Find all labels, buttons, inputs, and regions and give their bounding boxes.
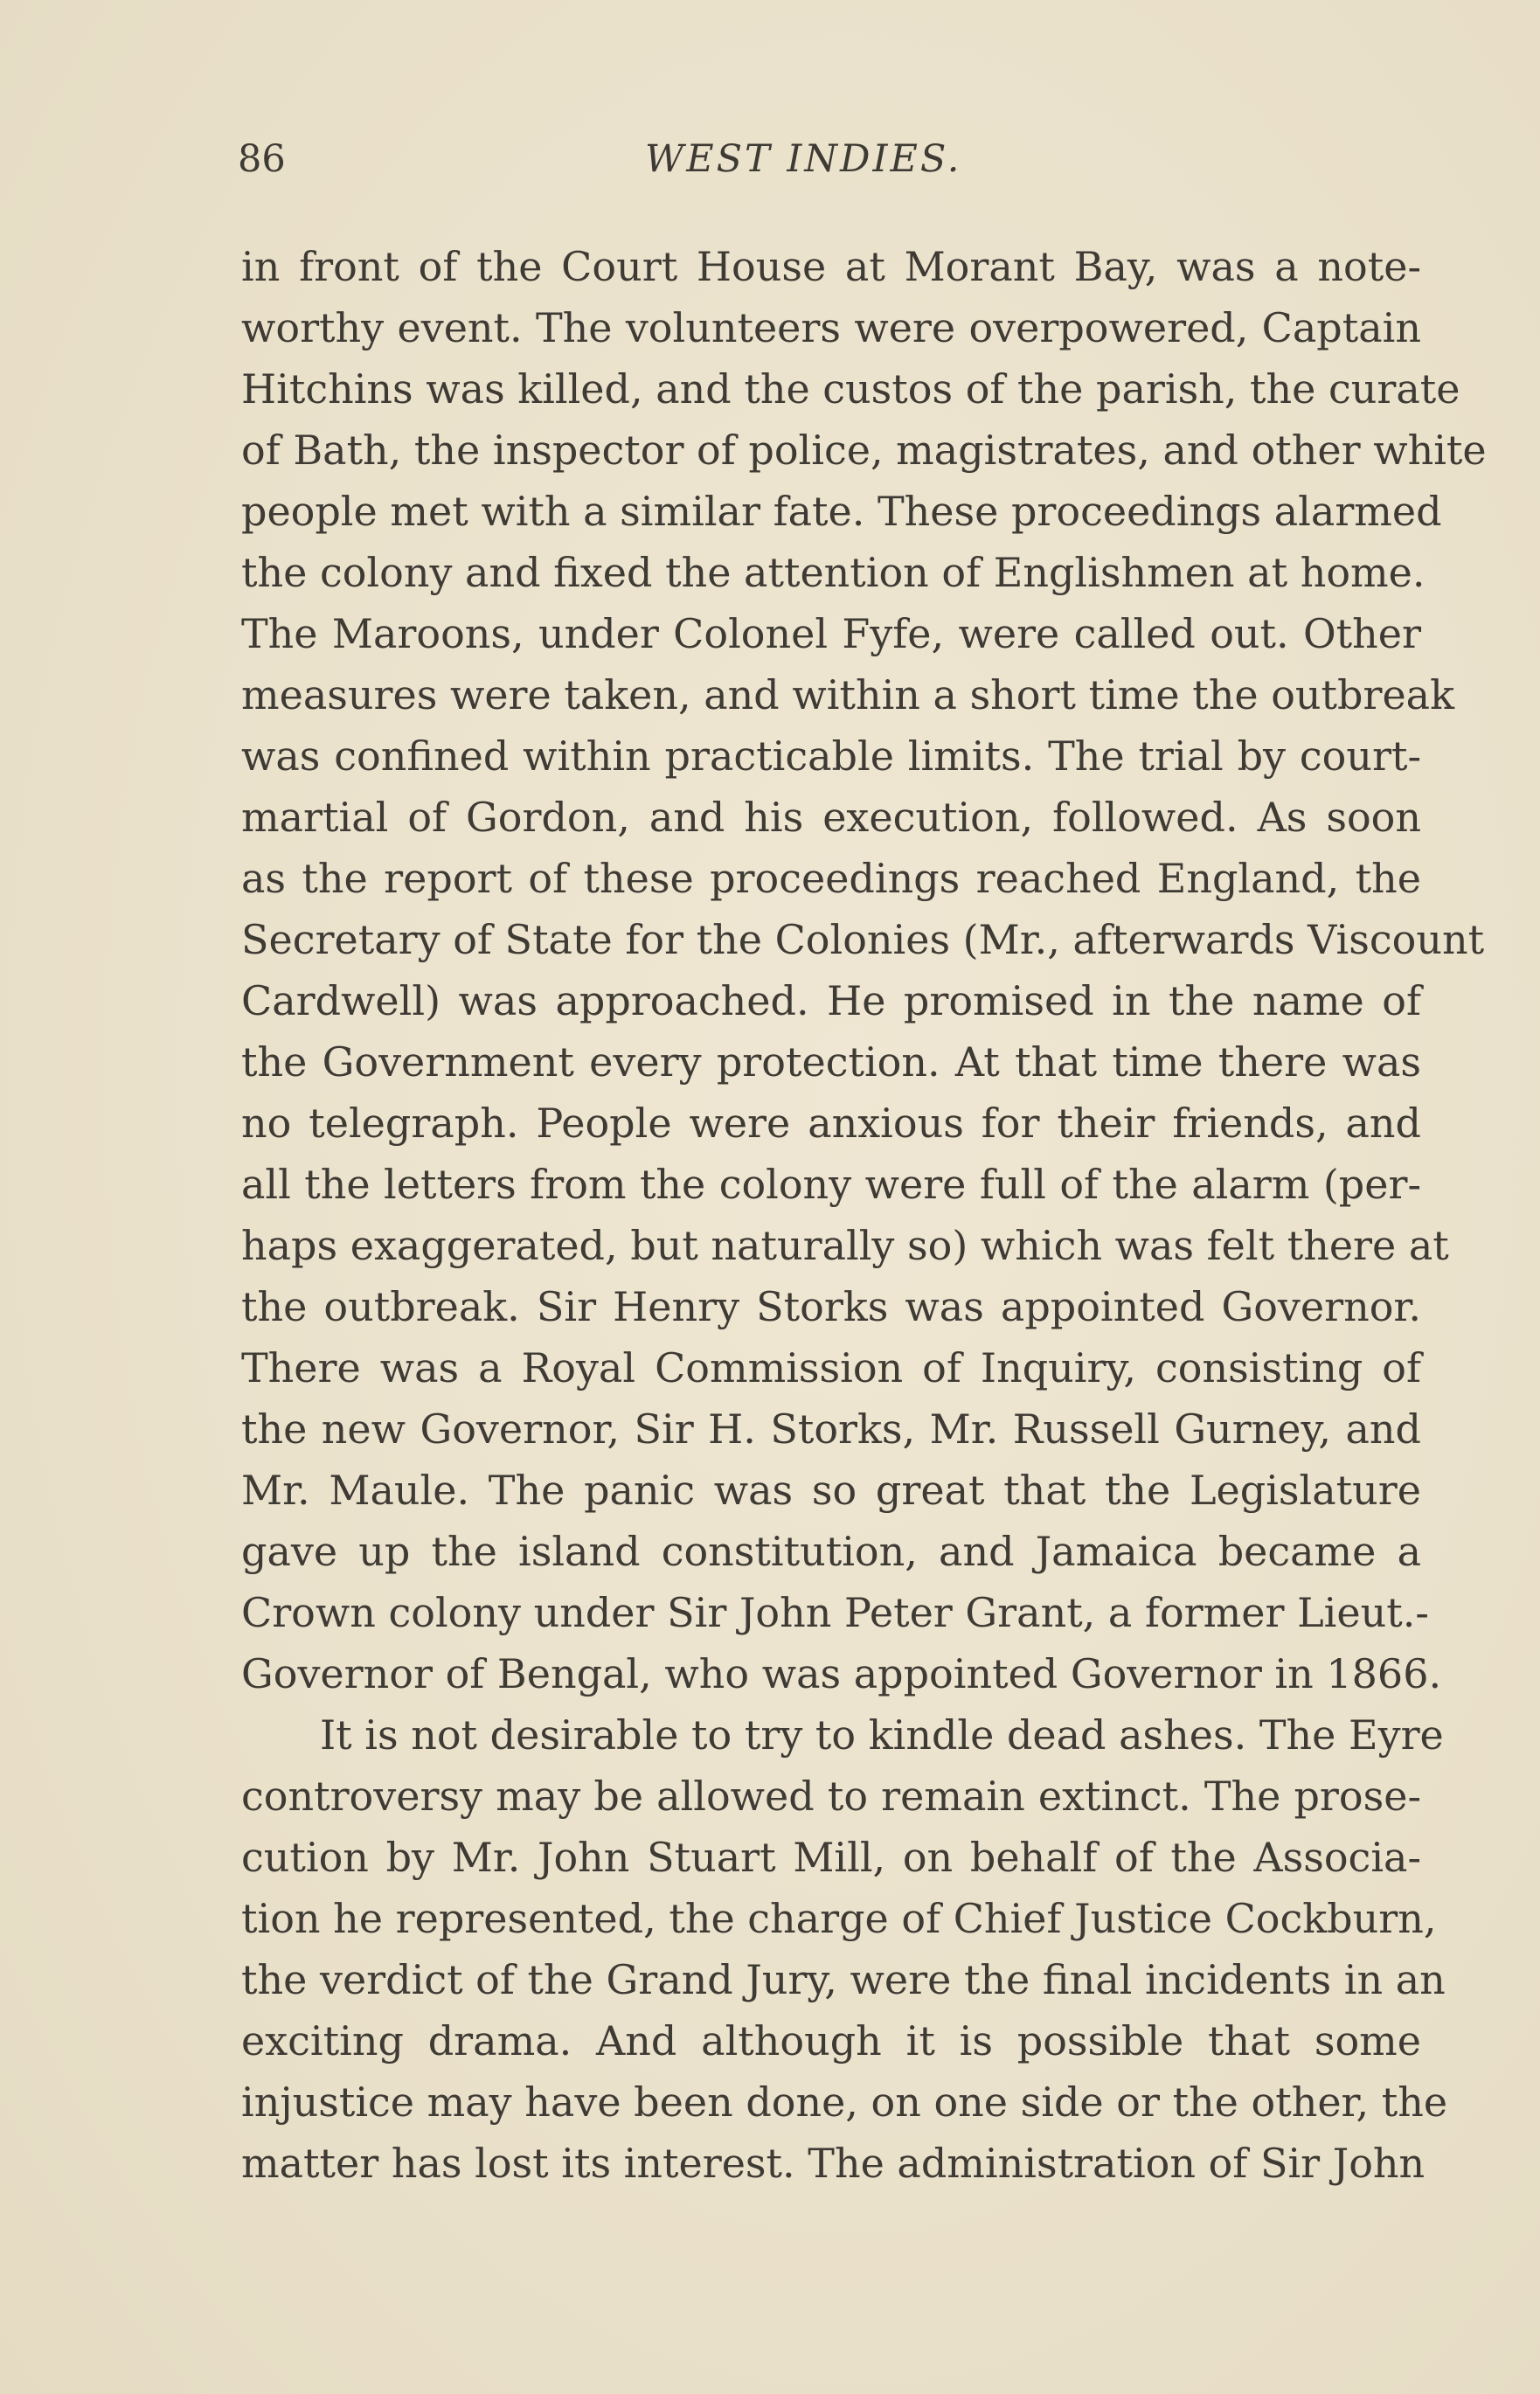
text-line: Mr. Maule. The panic was so great that the Legislature — [241, 1467, 1421, 1514]
text-line: of Bath, the inspector of police, magistrates, and other white — [241, 427, 1487, 474]
text-line: haps exaggerated, but naturally so) which was felt there at — [241, 1222, 1449, 1269]
paragraph-end-line: Governor of Bengal, who was appointed Governor in 1866. — [241, 1650, 1442, 1697]
text-line: people met with a similar fate. These proceedings alarmed — [241, 488, 1442, 535]
text-line: worthy event. The volunteers were overpowered, Captain — [241, 304, 1421, 351]
text-line: no telegraph. People were anxious for their friends, and — [241, 1100, 1421, 1147]
text-line: controversy may be allowed to remain extinct. The prose- — [241, 1773, 1421, 1820]
running-title: WEST INDIES. — [645, 137, 962, 181]
paragraph-start-line: It is not desirable to try to kindle dead ashes. The Eyre — [320, 1711, 1444, 1759]
text-line: in front of the Court House at Morant Bay, was a note- — [241, 243, 1421, 290]
text-line: The Maroons, under Colonel Fyfe, were called out. Other — [241, 610, 1421, 657]
text-line: was confined within practicable limits. The trial by court- — [241, 732, 1421, 780]
text-line: tion he represented, the charge of Chief Justice Cockburn, — [241, 1895, 1437, 1942]
text-line: the colony and fixed the attention of Englishmen at home. — [241, 549, 1426, 596]
text-line: There was a Royal Commission of Inquiry, consisting of — [241, 1344, 1421, 1391]
text-line: gave up the island constitution, and Jamaica became a — [241, 1528, 1421, 1575]
body-text — [241, 236, 1487, 2194]
text-line: the outbreak. Sir Henry Storks was appointed Governor. — [241, 1283, 1421, 1330]
text-line: Crown colony under Sir John Peter Grant, a former Lieut.- — [241, 1589, 1429, 1636]
text-line: martial of Gordon, and his execution, followed. As soon — [241, 794, 1421, 841]
text-line: the Government every protection. At that time there was — [241, 1038, 1421, 1086]
text-line: all the letters from the colony were full of the alarm (per- — [241, 1161, 1421, 1208]
text-line: Hitchins was killed, and the custos of the parish, the curate — [241, 365, 1460, 413]
text-line: cution by Mr. John Stuart Mill, on behalf of the Associa- — [241, 1834, 1421, 1881]
text-line: the new Governor, Sir H. Storks, Mr. Russell Gurney, and — [241, 1405, 1421, 1453]
text-line: Cardwell) was approached. He promised in the name of — [241, 977, 1421, 1024]
text-line: the verdict of the Grand Jury, were the final incidents in an — [241, 1956, 1446, 2003]
text-line: injustice may have been done, on one side or the other, the — [241, 2078, 1448, 2126]
text-line: measures were taken, and within a short time the outbreak — [241, 671, 1454, 718]
page-number: 86 — [238, 137, 286, 181]
text-line: as the report of these proceedings reached England, the — [241, 855, 1421, 902]
text-line: Secretary of State for the Colonies (Mr., afterwards Viscount — [241, 916, 1485, 963]
running-head — [238, 133, 1426, 185]
text-line: exciting drama. And although it is possible that some — [241, 2017, 1421, 2064]
text-line: matter has lost its interest. The administration of Sir John — [241, 2140, 1426, 2187]
